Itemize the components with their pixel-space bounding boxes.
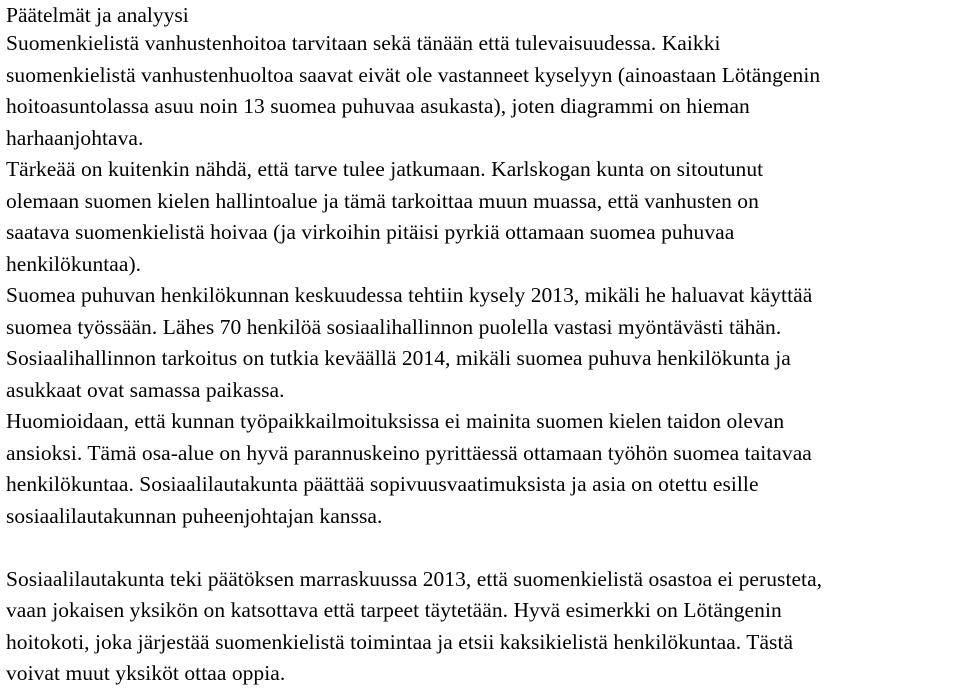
paragraph-block-2 [6, 564, 956, 690]
text-line: saatava suomenkielistä hoivaa (ja virkoihin pitäisi pyrkiä ottamaan suomea puhuvaa [6, 220, 735, 244]
text-line: olemaan suomen kielen hallintoalue ja tämä tarkoittaa muun muassa, että vanhusten on [6, 188, 759, 213]
text-line: henkilökuntaa). [6, 251, 142, 276]
text-line: voivat muut yksiköt ottaa oppia. [6, 661, 286, 685]
text-line: harhaanjohtava. [6, 125, 144, 150]
text-line: Sosiaalihallinnon tarkoitus on tutkia keväällä 2014, mikäli suomea puhuva henkilökunta ja [6, 346, 791, 370]
text-line: ansioksi. Tämä osa-alue on hyvä parannuskeino pyrittäessä ottamaan työhön suomea taitavaa [6, 440, 812, 465]
text-line: vaan jokaisen yksikön on katsottava että tarpeet täytetään. Hyvä esimerkki on Lötängenin [6, 598, 782, 622]
text-line: Suomenkielistä vanhustenhoitoa tarvitaan sekä tänään että tulevaisuudessa. Kaikki [6, 31, 721, 55]
text-line: Suomea puhuvan henkilökunnan keskuudessa tehtiin kysely 2013, mikäli he haluavat käyttää [6, 283, 813, 307]
text-line: Sosiaalilautakunta teki päätöksen marraskuussa 2013, että suomenkielistä osastoa ei perusteta, [6, 566, 823, 591]
paragraph-block-1 [6, 28, 956, 532]
document-page [6, 0, 956, 690]
text-line: Huomioidaan, että kunnan työpaikkailmoituksissa ei mainita suomen kielen taidon olevan [6, 409, 785, 433]
text-line: sosiaalilautakunnan puheenjohtajan kanssa. [6, 503, 383, 528]
paragraph-spacer [6, 532, 956, 564]
text-line: asukkaat ovat samassa paikassa. [6, 377, 285, 402]
text-line: henkilökuntaa. Sosiaalilautakunta päättää sopivuusvaatimuksista ja asia on otettu esille [6, 472, 759, 496]
text-line: Tärkeää on kuitenkin nähdä, että tarve tulee jatkumaan. Karlskogan kunta on sitoutunut [6, 157, 764, 181]
text-line: suomea työssään. Lähes 70 henkilöä sosiaalihallinnon puolella vastasi myöntävästi tähän. [6, 314, 782, 339]
text-line: hoitoasuntolassa asuu noin 13 suomea puhuvaa asukasta), joten diagrammi on hieman [6, 94, 750, 118]
text-line: hoitokoti, joka järjestää suomenkielistä toimintaa ja etsii kaksikielistä henkilökuntaa. Tästä [6, 629, 794, 654]
section-heading: Päätelmät ja analyysi [6, 3, 189, 27]
text-line: suomenkielistä vanhustenhuoltoa saavat eivät ole vastanneet kyselyyn (ainoastaan Lötängenin [6, 62, 821, 87]
